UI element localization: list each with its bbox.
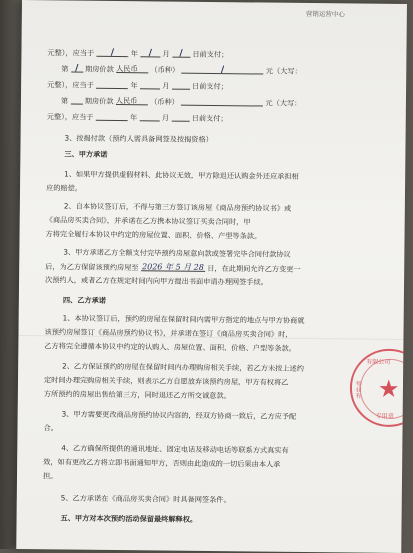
party-b-2-l2: 定时间办理完购房相关手续，则表示乙方自愿放弃该预约房屋，甲方有权将乙 — [43, 375, 289, 387]
party-a-2-l2: 《商品房买卖合同》，并承诺在乙方携本协议签订买卖合同时，甲 — [45, 215, 251, 227]
party-b-4-l3: 担。 — [42, 471, 58, 481]
party-a-final: 五、甲方对本次预约活动保留最终解释权。 — [60, 513, 198, 524]
party-b-4-l1: 4、乙方确保所提供的通讯地址、固定电话及移动电话等联系方式真实有 — [61, 443, 289, 455]
party-a-2-l1: 2、自本协议签订后，不得与第三方签订该房屋《商品房预约协议书》或 — [63, 201, 292, 213]
party-b-5: 5、乙方承诺在《商品房买卖合同》时具备网签条件。 — [60, 493, 231, 505]
party-a-3-l2: 后，为乙方保留该预约房屋至 2026 年 5 月 28 日，在此期间允许乙方变更一 — [45, 262, 301, 274]
payment-line-4: 第 期房价款 人民币 （币种） 元（大写： — [60, 95, 302, 108]
handwritten-date: 2026 年 5 月 28 — [142, 262, 204, 272]
payment-line-5: 元整），应当于 年 月 日前支付； — [46, 112, 228, 123]
party-a-1-l2: 应的赔偿。 — [45, 183, 83, 193]
contract-page — [16, 0, 407, 553]
payment-line-3: 元整），应当于 年 月 日前支付； — [47, 80, 229, 91]
party-a-3-l1: 3、甲方承诺乙方全额支付完毕预约房屋意向款或签署完毕合同付款协议 — [63, 247, 291, 259]
item-3-mortgage: 3、按揭付款（预约人需具备网签及按揭资格） — [64, 133, 213, 145]
party-b-1-l3: 乙方将完全遵循本协议中约定的认购人、房屋位置、面积、价格、户型等条款。 — [44, 341, 296, 353]
seal-text-left: 号业有 — [353, 380, 362, 399]
seal-text-top: 有限公司 — [366, 358, 391, 366]
party-b-3-l2: 合。 — [43, 423, 58, 433]
payment-line-1: 元整），应当于 / 年 / 月 / 日前支付； — [47, 47, 229, 59]
party-b-title: 四、乙方承诺 — [62, 295, 107, 305]
party-a-2-l3: 方将完全履行本协议中约定的房屋位置、面积、价格、产型等条款。 — [45, 229, 262, 241]
party-b-2-l1: 2、乙方保证预约的房屋在保留时间内办理购房相关手续，若乙方未按上述约 — [62, 361, 304, 373]
party-b-1-l1: 1、本协议签订后，预约的房屋在保留时间内需甲方指定的地点与甲方协商就 — [62, 313, 305, 325]
party-a-3-l3: 次预约人，或者乙方在规定时间内向甲方提出书面申请办理网签手续。 — [45, 275, 268, 287]
party-b-1-l2: 该预约房屋签订《商品房预约协议书》，并承诺在签订《商品房买卖合同》时, — [44, 327, 288, 339]
party-b-4-l2: 效，如有更改乙方将立即书面通知甲方，否则由此造成的一切后果由本人承 — [43, 457, 281, 469]
party-a-title: 三、甲方承诺 — [64, 149, 108, 159]
party-a-1-l1: 1、如果甲方提供虚假材料、此协议无效，甲方除退还认购金外还应承担相 — [64, 169, 299, 181]
seal-text-bottom: 专用章 — [375, 412, 394, 420]
header-label: 营销运营中心 — [305, 9, 345, 19]
seal-star-icon: ★ — [377, 374, 400, 403]
party-b-2-l3: 方所预约的房屋出售给第三方，同时退还乙方所交诚意款。 — [43, 389, 231, 401]
payment-line-2: 第 / 期房价款 人民币 （币种） / 元（大写： — [61, 63, 302, 76]
party-b-3-l1: 3、甲方需要更改商品房预约协议内容的，经双方协商一致后，乙方应予配 — [61, 409, 297, 421]
company-seal-stamp — [350, 348, 407, 427]
